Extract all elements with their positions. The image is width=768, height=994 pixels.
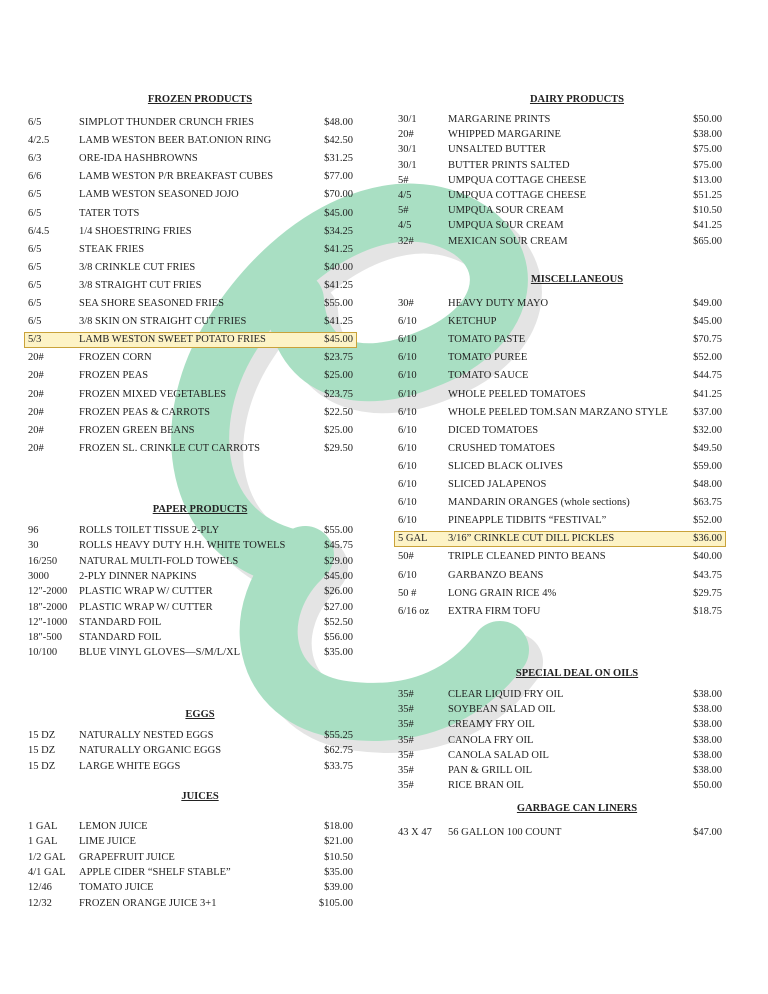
item-description: KETCHUP [448, 316, 497, 328]
item-pack-size: 18"-500 [28, 632, 63, 644]
item-price: $41.25 [693, 388, 722, 400]
item-description: MARGARINE PRINTS [448, 114, 551, 125]
item-description: STEAK FRIES [79, 243, 145, 255]
list-item [25, 351, 356, 365]
item-price: $38.00 [693, 749, 722, 761]
item-description: LAMB WESTON SWEET POTATO FRIES [79, 334, 266, 346]
item-pack-size: 6/6 [28, 171, 42, 183]
item-description: FROZEN CORN [79, 352, 152, 364]
item-price: $43.75 [693, 569, 722, 581]
list-item [395, 749, 725, 763]
list-item [395, 204, 725, 218]
item-price: $25.00 [324, 424, 353, 436]
item-price: $27.00 [324, 601, 353, 613]
item-description: TOMATO JUICE [79, 882, 154, 894]
item-description: DICED TOMATOES [448, 424, 539, 436]
list-item [395, 174, 725, 188]
item-price: $50.00 [693, 780, 722, 792]
item-price: $45.00 [324, 207, 353, 219]
item-description: SLICED BLACK OLIVES [448, 460, 563, 472]
list-item [25, 897, 356, 911]
item-price: $31.25 [324, 153, 353, 165]
list-item [395, 734, 725, 748]
item-description: WHOLE PEELED TOMATOES [448, 388, 586, 400]
item-description: ORE-IDA HASHBROWNS [79, 153, 198, 165]
item-description: CRUSHED TOMATOES [448, 442, 556, 454]
item-description: ROLLS TOILET TISSUE 2-PLY [79, 525, 220, 536]
item-description: WHIPPED MARGARINE [448, 129, 561, 141]
item-price: $29.50 [324, 442, 353, 454]
list-item [25, 261, 356, 275]
item-description: STANDARD FOIL [79, 616, 162, 628]
item-price: $55.00 [324, 298, 353, 309]
item-pack-size: 35# [398, 780, 414, 792]
item-description: ROLLS HEAVY DUTY H.H. WHITE TOWELS [79, 540, 286, 552]
item-description: BLUE VINYL GLOVES—S/M/L/XL [79, 647, 240, 659]
item-price: $49.00 [693, 298, 722, 309]
item-description: FROZEN PEAS [79, 370, 149, 382]
list-item [25, 601, 356, 615]
liners-section-title: GARBAGE CAN LINERS [516, 803, 638, 814]
list-item [25, 760, 356, 774]
list-item [395, 569, 725, 583]
item-pack-size: 5/3 [28, 334, 42, 346]
item-pack-size: 12/32 [28, 897, 52, 909]
item-description: UMPQUA SOUR CREAM [448, 220, 564, 232]
item-price: $45.75 [324, 540, 353, 552]
list-item [25, 424, 356, 438]
item-description: HEAVY DUTY MAYO [448, 298, 549, 309]
item-pack-size: 6/10 [398, 352, 417, 364]
list-item [25, 866, 356, 880]
list-item [395, 369, 725, 383]
item-pack-size: 6/10 [398, 316, 417, 328]
item-pack-size: 20# [28, 424, 44, 436]
list-item [395, 235, 725, 249]
item-pack-size: 50# [398, 551, 414, 563]
item-description: LAMB WESTON SEASONED JOJO [79, 189, 239, 201]
item-pack-size: 6/5 [28, 207, 42, 219]
item-description: 1/4 SHOESTRING FRIES [79, 225, 192, 237]
item-pack-size: 6/4.5 [28, 225, 50, 237]
item-price: $29.00 [324, 555, 353, 567]
item-pack-size: 6/5 [28, 117, 42, 128]
item-price: $38.00 [693, 129, 722, 141]
item-description: WHOLE PEELED TOM.SAN MARZANO STYLE [448, 406, 668, 418]
item-description: TATER TOTS [79, 207, 140, 219]
item-price: $13.00 [693, 174, 722, 186]
item-price: $59.00 [693, 460, 722, 472]
item-price: $55.25 [324, 730, 353, 741]
item-description: CANOLA FRY OIL [448, 734, 534, 746]
oils-section-title: SPECIAL DEAL ON OILS [515, 668, 639, 679]
list-item [395, 143, 725, 157]
item-description: CANOLA SALAD OIL [448, 749, 549, 761]
list-item [395, 605, 725, 619]
list-item [395, 460, 725, 474]
item-pack-size: 20# [28, 388, 44, 400]
item-pack-size: 1 GAL [28, 836, 58, 848]
eggs-section-title: EGGS [185, 709, 215, 720]
item-description: FROZEN ORANGE JUICE 3+1 [79, 897, 217, 909]
list-item [25, 442, 356, 456]
item-pack-size: 20# [28, 370, 44, 382]
item-pack-size: 30 [28, 540, 39, 552]
item-description: TOMATO SAUCE [448, 370, 529, 382]
item-description: LAMB WESTON BEER BAT.ONION RING [79, 135, 272, 147]
item-description: LONG GRAIN RICE 4% [448, 587, 557, 599]
item-price: $37.00 [693, 406, 722, 418]
list-item [395, 406, 725, 420]
item-pack-size: 6/5 [28, 243, 42, 255]
list-item [395, 779, 725, 793]
list-item [25, 369, 356, 383]
item-price: $41.25 [324, 316, 353, 328]
frozen-section-title: FROZEN PRODUCTS [147, 94, 253, 105]
list-item [25, 631, 356, 645]
list-item [395, 718, 725, 732]
item-pack-size: 1/2 GAL [28, 851, 66, 863]
list-item [25, 524, 356, 538]
list-item [395, 532, 725, 546]
item-pack-size: 35# [398, 749, 414, 761]
item-description: APPLE CIDER “SHELF STABLE” [79, 866, 231, 878]
dairy-section-title: DAIRY PRODUCTS [529, 94, 625, 105]
item-description: SIMPLOT THUNDER CRUNCH FRIES [79, 117, 254, 128]
item-price: $10.50 [693, 205, 722, 217]
list-item [25, 225, 356, 239]
list-item [395, 219, 725, 233]
item-pack-size: 5# [398, 205, 409, 217]
list-item [25, 616, 356, 630]
item-price: $75.00 [693, 159, 722, 171]
item-pack-size: 1 GAL [28, 821, 58, 832]
item-price: $52.00 [693, 515, 722, 527]
item-pack-size: 30# [398, 298, 414, 309]
item-pack-size: 16/250 [28, 555, 58, 567]
item-description: PLASTIC WRAP W/ CUTTER [79, 601, 213, 613]
list-item [25, 297, 356, 311]
item-price: $45.00 [324, 570, 353, 582]
item-price: $38.00 [693, 704, 722, 716]
item-price: $51.25 [693, 190, 722, 201]
list-item [395, 189, 725, 203]
item-description: PAN & GRILL OIL [448, 765, 533, 776]
item-price: $49.50 [693, 442, 722, 454]
item-description: UMPQUA COTTAGE CHEESE [448, 174, 586, 186]
item-pack-size: 12"-2000 [28, 586, 68, 598]
list-item [395, 442, 725, 456]
list-item [395, 351, 725, 365]
list-item [25, 555, 356, 569]
list-item [25, 539, 356, 553]
item-price: $55.00 [324, 525, 353, 536]
item-description: SEA SHORE SEASONED FRIES [79, 298, 224, 309]
item-pack-size: 32# [398, 235, 414, 247]
list-item [25, 243, 356, 257]
list-item [395, 764, 725, 778]
item-price: $39.00 [324, 882, 353, 894]
item-price: $50.00 [693, 114, 722, 125]
list-item [395, 424, 725, 438]
item-description: 3/8 CRINKLE CUT FRIES [79, 261, 196, 273]
list-item [25, 570, 356, 584]
item-pack-size: 4/5 [398, 190, 412, 201]
item-price: $70.75 [693, 334, 722, 346]
list-item [25, 744, 356, 758]
item-price: $41.25 [693, 220, 722, 232]
item-pack-size: 6/10 [398, 515, 417, 527]
item-price: $23.75 [324, 352, 353, 364]
item-pack-size: 30/1 [398, 144, 417, 156]
item-price: $38.00 [693, 734, 722, 746]
item-pack-size: 12"-1000 [28, 616, 68, 628]
item-description: 3/8 SKIN ON STRAIGHT CUT FRIES [79, 316, 247, 328]
item-pack-size: 6/5 [28, 279, 42, 291]
item-description: GRAPEFRUIT JUICE [79, 851, 175, 863]
item-pack-size: 5 GAL [398, 533, 428, 545]
list-item [395, 297, 725, 311]
item-price: $56.00 [324, 632, 353, 644]
item-description: MEXICAN SOUR CREAM [448, 235, 568, 247]
list-item [395, 587, 725, 601]
item-pack-size: 3000 [28, 570, 49, 582]
list-item [395, 388, 725, 402]
list-item [395, 688, 725, 702]
item-price: $41.25 [324, 279, 353, 291]
item-description: FROZEN PEAS & CARROTS [79, 406, 210, 418]
item-price: $18.75 [693, 605, 722, 617]
paper-section-title: PAPER PRODUCTS [152, 504, 248, 515]
item-price: $40.00 [324, 261, 353, 273]
item-pack-size: 43 X 47 [398, 827, 432, 838]
item-pack-size: 50 # [398, 587, 417, 599]
item-description: UMPQUA SOUR CREAM [448, 205, 564, 217]
item-pack-size: 6/3 [28, 153, 42, 165]
item-description: SOYBEAN SALAD OIL [448, 704, 556, 716]
item-pack-size: 6/10 [398, 442, 417, 454]
item-pack-size: 6/10 [398, 370, 417, 382]
list-item [25, 820, 356, 834]
item-pack-size: 35# [398, 765, 414, 776]
item-pack-size: 6/5 [28, 316, 42, 328]
item-price: $35.00 [324, 647, 353, 659]
item-pack-size: 6/10 [398, 460, 417, 472]
item-pack-size: 12/46 [28, 882, 52, 894]
item-pack-size: 6/10 [398, 334, 417, 346]
item-description: TRIPLE CLEANED PINTO BEANS [448, 551, 606, 563]
list-item [25, 152, 356, 166]
item-pack-size: 6/5 [28, 298, 42, 309]
list-item [395, 333, 725, 347]
item-description: 56 GALLON 100 COUNT [448, 827, 562, 838]
list-item [25, 406, 356, 420]
item-pack-size: 6/10 [398, 497, 417, 509]
item-pack-size: 15 DZ [28, 760, 56, 772]
item-pack-size: 10/100 [28, 647, 58, 659]
item-price: $77.00 [324, 171, 353, 183]
item-price: $45.00 [693, 316, 722, 328]
item-pack-size: 4/5 [398, 220, 412, 232]
juices-section-title: JUICES [181, 791, 219, 802]
item-price: $44.75 [693, 370, 722, 382]
item-pack-size: 6/10 [398, 569, 417, 581]
item-price: $42.50 [324, 135, 353, 147]
item-price: $40.00 [693, 551, 722, 563]
item-pack-size: 6/5 [28, 261, 42, 273]
item-pack-size: 35# [398, 689, 414, 700]
list-item [25, 881, 356, 895]
item-description: FROZEN SL. CRINKLE CUT CARROTS [79, 442, 260, 454]
item-pack-size: 6/16 oz [398, 605, 430, 617]
item-price: $36.00 [693, 533, 722, 545]
list-item [25, 315, 356, 329]
item-pack-size: 35# [398, 704, 414, 716]
item-price: $48.00 [693, 479, 722, 490]
list-item [395, 315, 725, 329]
item-description: UNSALTED BUTTER [448, 144, 546, 156]
item-pack-size: 4/2.5 [28, 135, 50, 147]
item-price: $48.00 [324, 117, 353, 128]
item-price: $21.00 [324, 836, 353, 848]
list-item [25, 188, 356, 202]
item-description: 2-PLY DINNER NAPKINS [79, 570, 197, 582]
list-item [395, 514, 725, 528]
item-price: $75.00 [693, 144, 722, 156]
list-item [395, 159, 725, 173]
item-pack-size: 18"-2000 [28, 601, 68, 613]
item-pack-size: 5# [398, 174, 409, 186]
item-price: $23.75 [324, 388, 353, 400]
item-price: $29.75 [693, 587, 722, 599]
item-pack-size: 20# [28, 352, 44, 364]
list-item [25, 116, 356, 130]
item-price: $22.50 [324, 406, 353, 418]
item-pack-size: 30/1 [398, 114, 417, 125]
item-description: LARGE WHITE EGGS [79, 760, 181, 772]
item-description: 3/8 STRAIGHT CUT FRIES [79, 279, 202, 291]
item-pack-size: 4/1 GAL [28, 866, 66, 878]
item-pack-size: 20# [398, 129, 414, 141]
item-description: NATURALLY ORGANIC EGGS [79, 745, 222, 757]
list-item [25, 835, 356, 849]
item-price: $25.00 [324, 370, 353, 382]
list-item [25, 207, 356, 221]
list-item [395, 826, 725, 840]
item-description: GARBANZO BEANS [448, 569, 544, 581]
item-price: $41.25 [324, 243, 353, 255]
item-pack-size: 35# [398, 719, 414, 731]
item-description: BUTTER PRINTS SALTED [448, 159, 570, 171]
item-pack-size: 6/10 [398, 424, 417, 436]
item-description: RICE BRAN OIL [448, 780, 524, 792]
item-price: $38.00 [693, 689, 722, 700]
item-price: $47.00 [693, 827, 722, 838]
item-price: $38.00 [693, 765, 722, 776]
list-item [395, 496, 725, 510]
item-description: UMPQUA COTTAGE CHEESE [448, 190, 586, 201]
item-pack-size: 30/1 [398, 159, 417, 171]
item-description: MANDARIN ORANGES (whole sections) [448, 497, 630, 509]
item-description: NATURALLY NESTED EGGS [79, 730, 214, 741]
list-item [25, 646, 356, 660]
item-price: $18.00 [324, 821, 353, 832]
item-price: $26.00 [324, 586, 353, 598]
item-pack-size: 6/10 [398, 479, 417, 490]
item-price: $63.75 [693, 497, 722, 509]
item-description: PLASTIC WRAP W/ CUTTER [79, 586, 213, 598]
item-description: SLICED JALAPENOS [448, 479, 547, 490]
list-item [25, 279, 356, 293]
item-pack-size: 20# [28, 406, 44, 418]
list-item [25, 170, 356, 184]
item-price: $70.00 [324, 189, 353, 201]
item-description: TOMATO PASTE [448, 334, 526, 346]
item-description: CLEAR LIQUID FRY OIL [448, 689, 564, 700]
item-description: LAMB WESTON P/R BREAKFAST CUBES [79, 171, 274, 183]
item-price: $32.00 [693, 424, 722, 436]
item-price: $35.00 [324, 866, 353, 878]
item-description: FROZEN MIXED VEGETABLES [79, 388, 227, 400]
item-description: TOMATO PUREE [448, 352, 528, 364]
item-description: PINEAPPLE TIDBITS “FESTIVAL” [448, 515, 607, 527]
item-pack-size: 6/10 [398, 388, 417, 400]
item-price: $62.75 [324, 745, 353, 757]
item-price: $52.00 [693, 352, 722, 364]
list-item [25, 333, 356, 347]
item-pack-size: 20# [28, 442, 44, 454]
list-item [25, 729, 356, 743]
item-description: NATURAL MULTI-FOLD TOWELS [79, 555, 239, 567]
item-pack-size: 6/5 [28, 189, 42, 201]
misc-section-title: MISCELLANEOUS [530, 274, 624, 285]
item-price: $105.00 [318, 897, 353, 909]
item-pack-size: 35# [398, 734, 414, 746]
list-item [395, 113, 725, 127]
item-pack-size: 6/10 [398, 406, 417, 418]
list-item [395, 128, 725, 142]
item-price: $10.50 [324, 851, 353, 863]
list-item [25, 134, 356, 148]
list-item [25, 388, 356, 402]
list-item [25, 851, 356, 865]
list-item [395, 703, 725, 717]
item-price: $33.75 [324, 760, 353, 772]
item-pack-size: 15 DZ [28, 745, 56, 757]
item-price: $45.00 [324, 334, 353, 346]
item-description: LIME JUICE [79, 836, 136, 848]
item-description: CREAMY FRY OIL [448, 719, 535, 731]
item-description: EXTRA FIRM TOFU [448, 605, 541, 617]
list-item [395, 478, 725, 492]
list-item [395, 550, 725, 564]
item-price: $38.00 [693, 719, 722, 731]
item-price: $34.25 [324, 225, 353, 237]
item-description: FROZEN GREEN BEANS [79, 424, 195, 436]
item-price: $52.50 [324, 616, 353, 628]
item-description: LEMON JUICE [79, 821, 148, 832]
item-description: 3/16” CRINKLE CUT DILL PICKLES [448, 533, 615, 545]
item-pack-size: 96 [28, 525, 39, 536]
list-item [25, 585, 356, 599]
item-price: $65.00 [693, 235, 722, 247]
item-description: STANDARD FOIL [79, 632, 162, 644]
item-pack-size: 15 DZ [28, 730, 56, 741]
